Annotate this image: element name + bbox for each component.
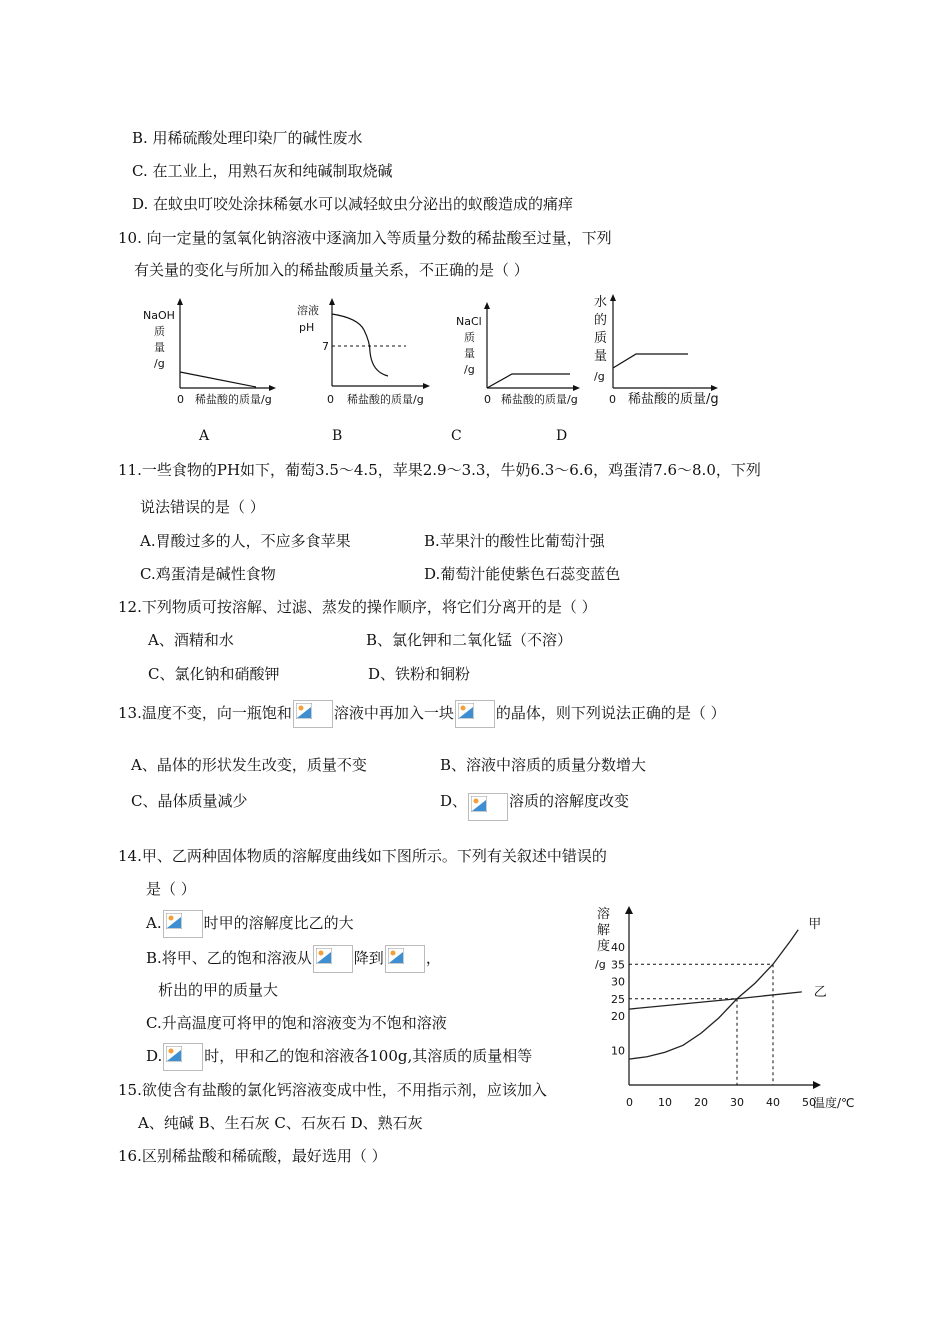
q15-options: A、纯碱 B、生石灰 C、石灰石 D、熟石灰 (138, 1114, 423, 1132)
q10-stem-line2: 有关量的变化与所加入的稀盐酸质量关系，不正确的是（ ） (134, 261, 529, 279)
q10-caption-a: A (199, 428, 210, 444)
q12-option-b: B、氯化钾和二氧化锰（不溶） (366, 631, 573, 649)
q13-stem-part2: 溶液中再加入一块 (333, 704, 454, 722)
y-tick-label: 20 (611, 1010, 625, 1023)
graph-d-curve (613, 354, 688, 368)
q10-graph-b (292, 292, 452, 420)
q14-option-d-part2: 时，甲和乙的饱和溶液各100g,其溶质的质量相等 (204, 1047, 533, 1065)
y-axis-label-char: 度 (597, 939, 611, 954)
graph-b-xlabel: 稀盐酸的质量/g (347, 393, 424, 406)
broken-image-icon (468, 793, 508, 821)
q13-option-d (440, 791, 629, 821)
y-tick-label: 40 (611, 941, 625, 954)
graph-a-origin: 0 (177, 393, 184, 406)
graph-c-origin: 0 (484, 393, 491, 406)
q13-stem-part3: 的晶体，则下列说法正确的是（ ） (495, 704, 726, 722)
q11-stem-line1: 11.一些食物的PH如下，葡萄3.5～4.5，苹果2.9～3.3，牛奶6.3～6.6，鸡蛋清7.6～8.0，下列 (118, 461, 761, 479)
x-tick-label: 20 (694, 1096, 708, 1109)
graph-a-ylabel-3: /g (154, 357, 165, 370)
graph-a-ylabel-1: 质 (154, 325, 165, 338)
series-yi-line (629, 992, 802, 1009)
q9-option-b: B. 用稀硫酸处理印染厂的碱性废水 (132, 129, 363, 147)
solubility-chart (585, 900, 875, 1115)
y-tick-label: 25 (611, 992, 625, 1006)
broken-image-icon (385, 945, 425, 973)
y-axis-label-char: 溶 (597, 907, 611, 922)
q14-option-a-part2: 时甲的溶解度比乙的大 (203, 914, 354, 932)
broken-image-icon (455, 700, 495, 728)
graph-d-ylabel-3: 量 (594, 349, 608, 364)
q14-option-b-part1: B.将甲、乙的饱和溶液从 (146, 949, 312, 967)
q10-caption-d: D (556, 428, 568, 444)
q10-graph-c (448, 292, 598, 420)
q13-option-c: C、晶体质量减少 (131, 792, 248, 810)
graph-d-ylabel-2: 质 (594, 331, 608, 346)
graph-b-origin: 0 (327, 393, 334, 406)
q14-option-d (146, 1043, 532, 1071)
q14-option-b-line2: 析出的甲的质量大 (158, 981, 279, 999)
graph-a-xlabel: 稀盐酸的质量/g (195, 393, 272, 406)
graph-c-curve (487, 374, 570, 388)
q14-stem-line2: 是（ ） (146, 880, 196, 898)
q12-option-d: D、铁粉和铜粉 (368, 665, 471, 683)
q9-option-d: D. 在蚊虫叮咬处涂抹稀氨水可以减轻蚊虫分泌出的蚁酸造成的痛痒 (132, 195, 574, 213)
q14-option-c: C.升高温度可将甲的饱和溶液变为不饱和溶液 (146, 1014, 447, 1032)
graph-c-ylabel-3: /g (464, 363, 475, 376)
x-tick-label: 50 (802, 1096, 816, 1109)
q13-option-b: B、溶液中溶质的质量分数增大 (440, 756, 647, 774)
q11-option-a: A.胃酸过多的人，不应多食苹果 (140, 532, 351, 550)
q12-option-c: C、氯化钠和硝酸钾 (148, 665, 280, 683)
x-tick-label: 30 (730, 1096, 744, 1109)
q10-caption-b: B (332, 428, 343, 444)
q14-option-b-part3: ， (425, 949, 441, 967)
y-axis-label-char: 解 (597, 923, 611, 938)
graph-b-curve (332, 314, 388, 376)
graph-a-curve (180, 372, 256, 387)
graph-d-ylabel-0: 水 (594, 295, 608, 310)
x-tick-label: 10 (658, 1096, 672, 1109)
q14-option-a (146, 910, 354, 938)
q10-graph-d (586, 286, 736, 420)
q11-option-b: B.苹果汁的酸性比葡萄汁强 (424, 532, 605, 550)
graph-b-ylabel-1: pH (299, 321, 315, 334)
graph-a-ylabel-0: NaOH (143, 309, 175, 322)
graph-c-ylabel-1: 质 (464, 331, 475, 344)
q13-stem (118, 700, 726, 728)
graph-d-xlabel: 稀盐酸的质量/g (628, 392, 719, 407)
graph-d-origin: 0 (609, 393, 616, 406)
q14-option-b-part2: 降到 (353, 949, 384, 967)
broken-image-icon (163, 1043, 203, 1071)
q11-option-c: C.鸡蛋清是碱性食物 (140, 565, 276, 583)
y-tick-label: 30 (611, 975, 625, 989)
q11-option-d: D.葡萄汁能使紫色石蕊变蓝色 (424, 565, 621, 583)
graph-d-ylabel-1: 的 (594, 313, 608, 328)
q14-option-b (146, 945, 441, 973)
series-label: 乙 (813, 984, 827, 1000)
graph-d-ylabel-4: /g (594, 370, 605, 383)
q10-stem-line1: 10. 向一定量的氢氧化钠溶液中逐滴加入等质量分数的稀盐酸至过量，下列 (118, 229, 612, 247)
q13-stem-part1: 13.温度不变，向一瓶饱和 (118, 704, 292, 722)
graph-b-ylabel-0: 溶液 (297, 304, 319, 317)
x-tick-label: 40 (766, 1096, 780, 1109)
broken-image-icon (313, 945, 353, 973)
broken-image-icon (163, 910, 203, 938)
q12-stem: 12.下列物质可按溶解、过滤、蒸发的操作顺序，将它们分离开的是（ ） (118, 598, 597, 616)
x-axis-label: 温度/℃ (813, 1096, 855, 1110)
q13-option-a: A、晶体的形状发生改变，质量不变 (131, 756, 367, 774)
graph-b-ytick-7: 7 (322, 340, 329, 353)
graph-c-ylabel-0: NaCl (456, 315, 482, 328)
graph-a-ylabel-2: 量 (154, 341, 165, 354)
q14-option-a-part1: A. (146, 914, 162, 932)
y-axis-unit: /g (595, 958, 606, 971)
q13-option-d-part2: 溶质的溶解度改变 (509, 792, 630, 810)
q10-caption-c: C (451, 428, 462, 444)
q10-graph-a (138, 292, 298, 420)
q14-stem-line1: 14.甲、乙两种固体物质的溶解度曲线如下图所示。下列有关叙述中错误的 (118, 847, 607, 865)
graph-c-xlabel: 稀盐酸的质量/g (501, 393, 578, 406)
q11-stem-line2: 说法错误的是（ ） (140, 498, 265, 516)
y-tick-label: 10 (611, 1044, 625, 1058)
q9-option-c: C. 在工业上，用熟石灰和纯碱制取烧碱 (132, 162, 393, 180)
series-label: 甲 (808, 916, 822, 932)
broken-image-icon (293, 700, 333, 728)
q13-option-d-part1: D、 (440, 792, 468, 810)
q14-option-d-part1: D. (146, 1047, 163, 1065)
graph-c-ylabel-2: 量 (464, 347, 475, 360)
q12-option-a: A、酒精和水 (148, 631, 234, 649)
x-tick-label: 0 (626, 1096, 633, 1109)
q15-stem: 15.欲使含有盐酸的氯化钙溶液变成中性，不用指示剂，应该加入 (118, 1081, 547, 1099)
y-tick-label: 35 (611, 958, 625, 972)
q16-stem: 16.区别稀盐酸和稀硫酸，最好选用（ ） (118, 1147, 387, 1165)
